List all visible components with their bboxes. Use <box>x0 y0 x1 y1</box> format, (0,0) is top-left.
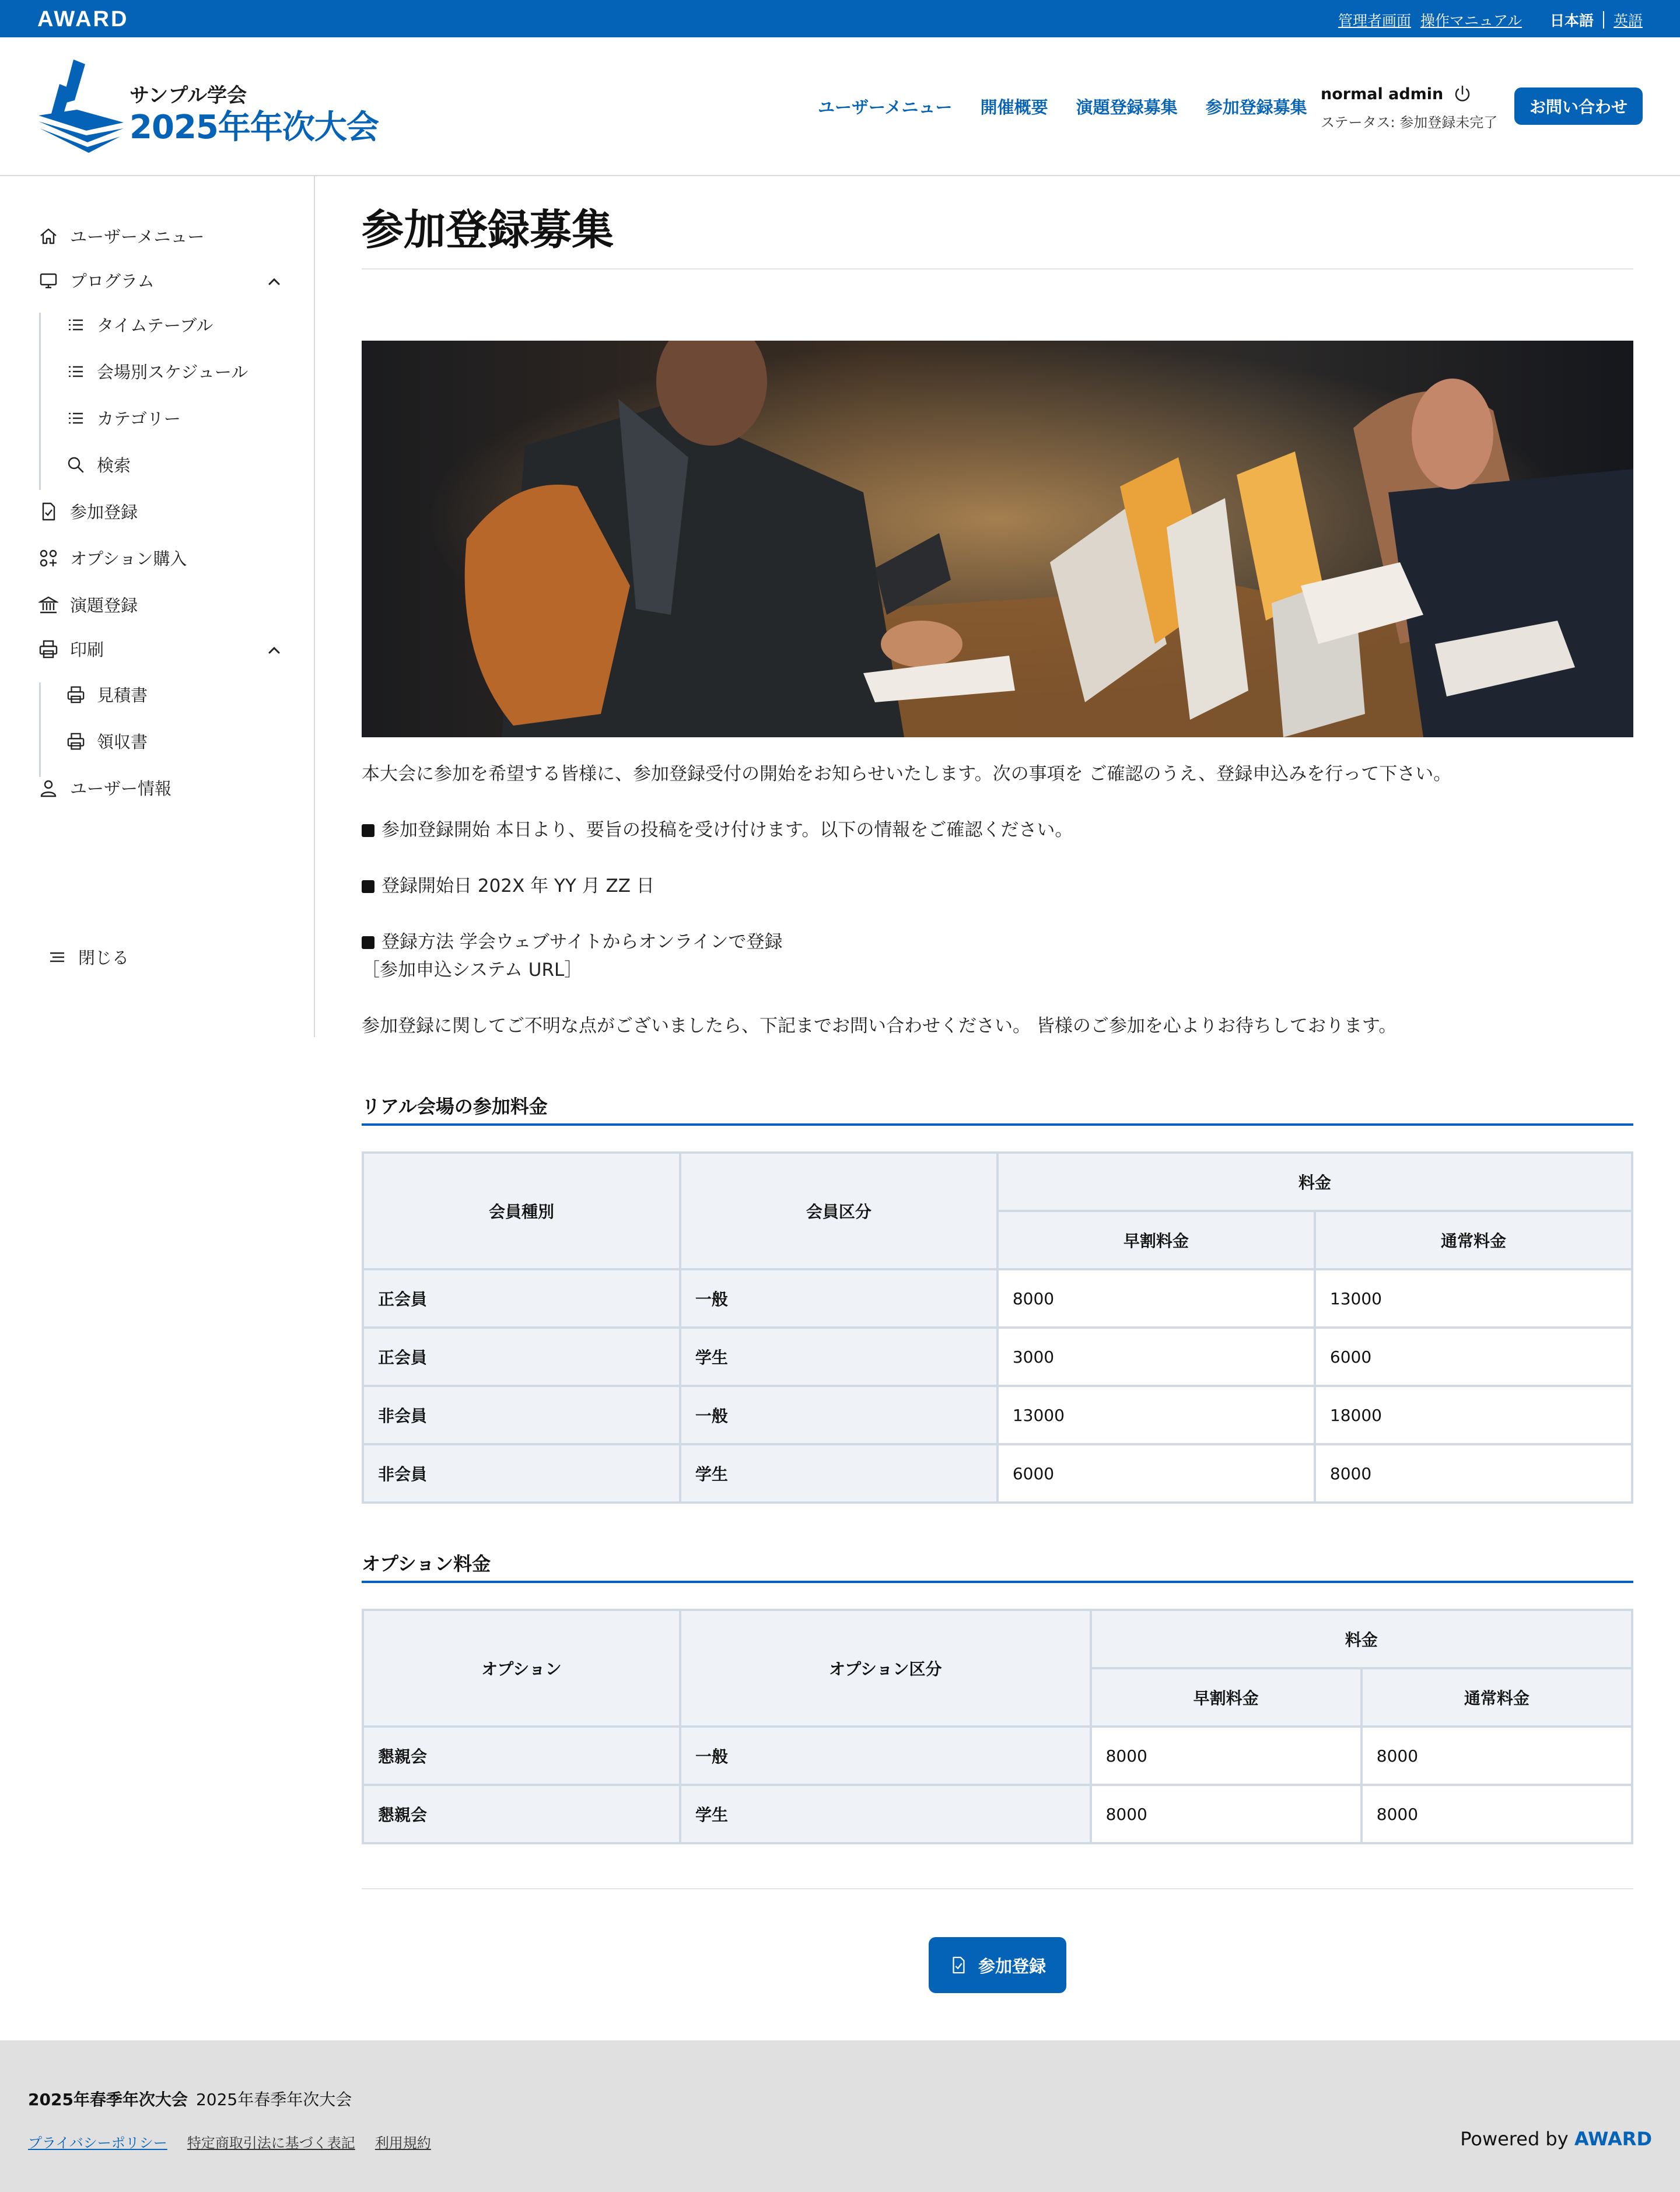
table-cell: 学生 <box>680 1444 998 1503</box>
document-check-icon <box>949 1956 968 1974</box>
registration-desk-photo <box>362 341 1633 737</box>
bullet-text: 登録方法 学会ウェブサイトからオンラインで登録 <box>382 932 783 953</box>
footer-event-line <box>28 2087 352 2110</box>
sidebar-item-user-menu[interactable] <box>38 224 205 248</box>
sidebar-item-category[interactable] <box>66 406 181 430</box>
sidebar-item-label: 会場別スケジュール <box>97 362 249 382</box>
info-bullet <box>362 927 783 957</box>
table-row <box>363 1269 1632 1328</box>
fee-table <box>362 1151 1633 1504</box>
printer-icon <box>66 732 85 751</box>
terms-link[interactable]: 利用規約 <box>374 2135 431 2151</box>
table-header-row <box>363 1153 1632 1211</box>
award-logo-text: AWARD <box>37 7 129 31</box>
site-footer <box>0 2040 1680 2192</box>
sidebar-item-label: オプション購入 <box>70 549 187 569</box>
logout-power-icon[interactable] <box>1452 84 1472 104</box>
column-header: オプション区分 <box>680 1610 1091 1727</box>
sidebar-item-program[interactable] <box>38 268 155 292</box>
table-row <box>363 1386 1632 1444</box>
lang-divider <box>1603 11 1604 29</box>
sidebar-item-label: プログラム <box>70 271 155 291</box>
program-collapse-chevron-icon[interactable] <box>265 273 283 290</box>
registration-status: ステータス: 参加登録未完了 <box>1321 114 1498 131</box>
global-nav <box>818 94 1335 118</box>
footer-event-plain: 2025年春季年次大会 <box>195 2090 352 2109</box>
column-header: 料金 <box>998 1153 1632 1211</box>
sidebar-item-quotation[interactable] <box>66 682 148 706</box>
home-icon <box>38 226 58 246</box>
closing-paragraph: 参加登録に関してご不明な点がございましたら、下記までお問い合わせください。 皆様のご参加を心よりお待ちしております。 <box>362 1016 1397 1037</box>
print-collapse-chevron-icon[interactable] <box>265 642 283 659</box>
printer-icon <box>38 639 58 659</box>
table-cell: 8000 <box>1362 1727 1632 1785</box>
user-name-row <box>1321 84 1497 104</box>
event-name: 2025年年次大会 <box>130 108 379 146</box>
nav-user-menu[interactable]: ユーザーメニュー <box>818 97 953 117</box>
user-icon <box>38 778 58 798</box>
column-header: オプション <box>363 1610 680 1727</box>
sidebar-item-label: 領収書 <box>97 732 148 752</box>
conference-logo-icon[interactable] <box>38 59 126 153</box>
table-cell: 懇親会 <box>363 1785 680 1843</box>
sidebar-item-timetable[interactable] <box>66 313 213 337</box>
org-name: サンプル学会 <box>130 84 247 107</box>
table-cell: 非会員 <box>363 1386 680 1444</box>
info-bullet <box>362 815 1073 845</box>
grid-plus-icon <box>38 548 58 568</box>
table-row <box>363 1785 1632 1843</box>
list-icon <box>66 362 85 381</box>
table-cell: 13000 <box>1315 1269 1632 1328</box>
sidebar-item-label: 検索 <box>97 456 131 475</box>
table-cell: 正会員 <box>363 1328 680 1386</box>
table-cell: 8000 <box>1362 1785 1632 1843</box>
title-divider <box>362 268 1633 269</box>
sidebar-close-label: 閉じる <box>78 948 130 968</box>
option-section-title: オプション料金 <box>362 1553 491 1575</box>
column-header: 通常料金 <box>1362 1668 1632 1727</box>
top-bar <box>0 0 1680 37</box>
document-check-icon <box>38 502 58 521</box>
sidebar-item-venue-schedule[interactable] <box>66 359 248 383</box>
sidebar-item-label: ユーザーメニュー <box>70 227 205 247</box>
list-icon <box>66 316 85 334</box>
table-cell: 6000 <box>998 1444 1315 1503</box>
powered-by-text: Powered by <box>1460 2128 1569 2150</box>
fee-section-title: リアル会場の参加料金 <box>362 1095 548 1118</box>
table-cell: 8000 <box>998 1269 1315 1328</box>
sidebar-item-option-purchase[interactable] <box>38 546 187 570</box>
nav-overview[interactable]: 開催概要 <box>980 97 1048 117</box>
info-bullet <box>362 871 654 901</box>
menu-lines-icon <box>48 948 66 967</box>
top-links <box>1329 9 1643 30</box>
register-button[interactable] <box>929 1937 1066 1993</box>
manual-link[interactable]: 操作マニュアル <box>1420 12 1522 29</box>
table-row <box>363 1727 1632 1785</box>
table-row <box>363 1328 1632 1386</box>
printer-icon <box>66 685 85 704</box>
sidebar-item-print[interactable] <box>38 637 104 661</box>
list-icon <box>66 409 85 428</box>
table-cell: 6000 <box>1315 1328 1632 1386</box>
footer-links <box>28 2131 451 2152</box>
monitor-icon <box>38 271 58 290</box>
sidebar-item-receipt[interactable] <box>66 729 148 753</box>
print-submenu-line <box>39 682 41 777</box>
footer-event-bold: 2025年春季年次大会 <box>28 2090 188 2109</box>
user-name: normal admin <box>1321 85 1444 103</box>
bullet-text: 登録開始日 202X 年 YY 月 ZZ 日 <box>382 876 654 897</box>
fee-section-rule <box>362 1123 1633 1126</box>
table-cell: 正会員 <box>363 1269 680 1328</box>
register-button-label: 参加登録 <box>978 1956 1046 1976</box>
table-cell: 非会員 <box>363 1444 680 1503</box>
lang-english[interactable]: 英語 <box>1613 12 1643 29</box>
table-row <box>363 1444 1632 1503</box>
column-header: 早割料金 <box>1091 1668 1362 1727</box>
column-header: 通常料金 <box>1315 1211 1632 1269</box>
sidebar-item-abstract-registration[interactable] <box>38 593 138 617</box>
table-header-row <box>363 1610 1632 1668</box>
table-cell: 一般 <box>680 1386 998 1444</box>
sidebar-item-label: 演題登録 <box>70 596 138 615</box>
table-cell: 18000 <box>1315 1386 1632 1444</box>
page-title: 参加登録募集 <box>362 205 614 254</box>
sidebar-item-label: タイムテーブル <box>97 316 214 335</box>
column-header: 早割料金 <box>998 1211 1315 1269</box>
bullet-square <box>362 824 374 837</box>
sidebar-item-label: 見積書 <box>97 685 148 705</box>
site-header <box>0 37 1680 176</box>
sidebar-item-user-info[interactable] <box>38 776 172 800</box>
table-cell: 学生 <box>680 1328 998 1386</box>
sidebar-item-label: カテゴリー <box>97 409 181 429</box>
sidebar-item-label: 参加登録 <box>70 502 138 522</box>
table-cell: 一般 <box>680 1269 998 1328</box>
option-table <box>362 1609 1633 1844</box>
contact-button[interactable]: お問い合わせ <box>1514 87 1643 125</box>
table-cell: 学生 <box>680 1785 1091 1843</box>
nav-abstract-call[interactable]: 演題登録募集 <box>1076 97 1178 117</box>
powered-by-brand[interactable]: AWARD <box>1574 2128 1652 2150</box>
table-cell: 3000 <box>998 1328 1315 1386</box>
bullet-square <box>362 880 374 893</box>
sidebar-item-label: 印刷 <box>70 640 104 660</box>
sidebar <box>0 176 315 1037</box>
sidebar-item-registration[interactable] <box>38 499 138 523</box>
search-icon <box>66 456 85 474</box>
lang-japanese[interactable]: 日本語 <box>1549 12 1594 29</box>
table-cell: 13000 <box>998 1386 1315 1444</box>
option-section-rule <box>362 1581 1633 1583</box>
powered-by <box>1460 2128 1652 2150</box>
table-cell: 8000 <box>1091 1727 1362 1785</box>
sidebar-item-label: ユーザー情報 <box>70 779 172 799</box>
table-cell: 8000 <box>1315 1444 1632 1503</box>
table-cell: 一般 <box>680 1727 1091 1785</box>
system-url-placeholder: ［参加申込システム URL］ <box>362 960 583 981</box>
user-info <box>1321 84 1497 131</box>
nav-registration-call[interactable]: 参加登録募集 <box>1205 97 1307 117</box>
sidebar-close-button[interactable] <box>48 945 129 969</box>
program-submenu-line <box>39 313 41 490</box>
column-header: 会員種別 <box>363 1153 680 1269</box>
sidebar-item-search[interactable] <box>66 453 131 477</box>
commercial-law-link[interactable]: 特定商取引法に基づく表記 <box>187 2135 355 2151</box>
admin-link[interactable]: 管理者画面 <box>1338 12 1411 29</box>
column-header: 会員区分 <box>680 1153 998 1269</box>
bullet-square <box>362 936 374 949</box>
intro-paragraph: 本大会に参加を希望する皆様に、参加登録受付の開始をお知らせいたします。次の事項を ご確認のうえ、登録申込みを行って下さい。 <box>362 764 1452 785</box>
table-cell: 8000 <box>1091 1785 1362 1843</box>
table-cell: 懇親会 <box>363 1727 680 1785</box>
privacy-policy-link[interactable]: プライバシーポリシー <box>28 2135 167 2151</box>
content-bottom-divider <box>362 1888 1633 1889</box>
bullet-text: 参加登録開始 本日より、要旨の投稿を受け付けます。以下の情報をご確認ください。 <box>382 820 1073 841</box>
column-header: 料金 <box>1091 1610 1632 1668</box>
building-icon <box>38 595 58 615</box>
